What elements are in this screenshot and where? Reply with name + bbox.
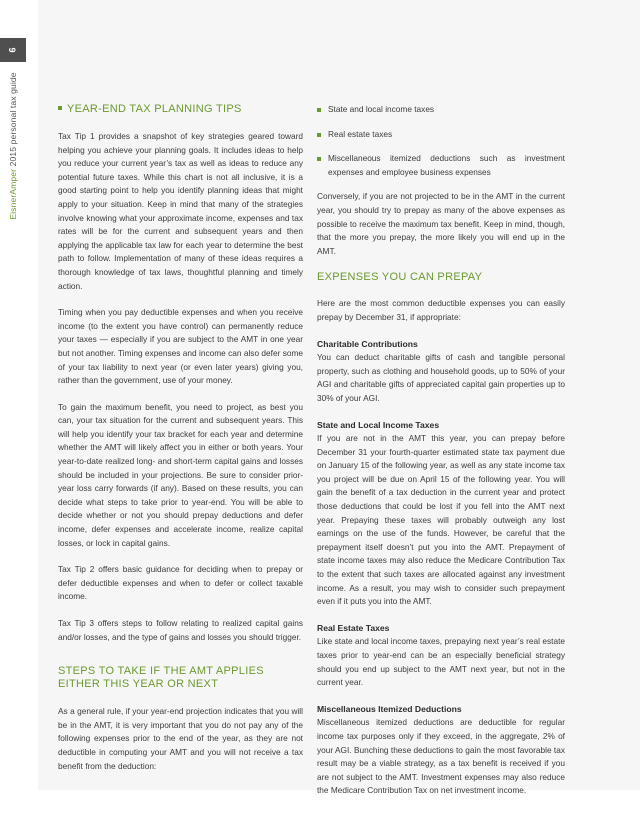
subheading-charitable: Charitable Contributions [317,338,418,349]
paragraph: Tax Tip 2 offers basic guidance for deciding when to prepay or defer deductible expenses and when to defer or collect taxable income. [58,564,303,602]
paragraph: Conversely, if you are not projected to be in the AMT in the current year, you should try to prepay as many of the above expenses as possible to receive the maximum tax benefit. Keep in mind, though, that the more you prepay, the more likely you will end up in the AMT. [317,191,565,256]
right-column [317,103,565,798]
paragraph: Tax Tip 3 offers steps to follow relating to realized capital gains and/or losses, and the type of gains and losses you should trigger. [58,618,303,642]
page-number-tab [0,38,26,62]
amt-expense-list [317,103,565,179]
section-heading-prepay: EXPENSES YOU CAN PREPAY [317,271,483,284]
guide-title: 2015 personal tax guide [8,72,18,169]
bullet-square-icon [58,106,62,110]
list-item: Miscellaneous itemized deductions such as investment expenses and employee business expenses [317,152,565,179]
list-item: State and local income taxes [317,103,565,117]
paragraph: To gain the maximum benefit, you need to project, as best you can, your tax situation for the current and subsequent years. This will help you identify your tax bracket for each year and determine whether the AMT will likely affect you in either or both years. Your year-to-date realized long- and short-term capital gains and losses should be included in your projections. Be sure to consider prior-year loss carry forwards (if any). Based on these results, you can decide what steps to take prior to year-end. You will be able to decide whether or not you should prepay deductions and defer income, defer expenses and accelerate income, realize capital losses, or lock in capital gains. [58,401,303,548]
page-number: 6 [7,47,18,53]
paragraph: Miscellaneous itemized deductions are deductible for regular income tax purposes only if they exceed, in the aggregate, 2% of your AGI. Bunching these deductions to gain the most favorable tax result may be a viable strategy, as a tax benefit is received if you are not subject to the AMT. Investment expenses may also reduce the Medicare Contribution Tax on net investment income. [317,717,565,796]
running-header [8,72,18,219]
paragraph: As a general rule, if your year-end projection indicates that you will be in the AMT, it is very important that you do not pay any of the following expenses prior to the end of the year, as they are not deductible in computing your AMT and you will not receive a tax benefit from the deduction: [58,706,303,771]
list-item: Real estate taxes [317,128,565,142]
paragraph: Here are the most common deductible expenses you can easily prepay by December 31, if appropriate: [317,298,565,322]
brand-name: EisnerAmper [8,168,18,220]
paragraph: If you are not in the AMT this year, you can prepay before December 31 your fourth-quarter estimated state tax payment due on January 15 of the following year, as well as any state income tax you project will be due on April 15 of the following year. You will gain the benefit of a tax deduction in the current year and protect those deductions that could be lost if you fell into the AMT next year. Prepaying these taxes will probably outweigh any lost earnings on the use of the funds. However, be careful that the prepayment itself doesn’t put you into the AMT. Prepayment of state income taxes may also reduce the Medicare Contribution Tax to the extent that such taxes are allocated against any investment income. As a result, you may wish to consider such prepayment even if it puts you into the AMT. [317,433,565,607]
subheading-real-estate: Real Estate Taxes [317,622,390,633]
paragraph: Timing when you pay deductible expenses and when you receive income (to the extent you have control) can permanently reduce your taxes — especially if you are subject to the AMT in one year but not another. Timing expenses and income can also defer some of your tax liability to next year (or even later years) giving you, rather than the government, use of your money. [58,307,303,386]
paragraph: Like state and local income taxes, prepaying next year’s real estate taxes prior to year-end can be an especially beneficial strategy should you end up subject to the AMT next year, but not in the current year. [317,636,565,688]
subheading-state-local-taxes: State and Local Income Taxes [317,419,440,430]
section-heading-amt-steps: STEPS TO TAKE IF THE AMT APPLIES EITHER THIS YEAR OR NEXT [58,665,264,691]
left-column [58,103,303,773]
subheading-misc-deductions: Miscellaneous Itemized Deductions [317,703,462,714]
paragraph: You can deduct charitable gifts of cash and tangible personal property, such as clothing and household goods, up to 50% of your AGI and charitable gifts of appreciated capital gain properties up to 30% of your AGI. [317,352,565,403]
section-heading-year-end: YEAR-END TAX PLANNING TIPS [58,103,303,116]
paragraph: Tax Tip 1 provides a snapshot of key strategies geared toward helping you achieve your planning goals. It includes ideas to help you reduce your current year’s tax as well as ideas to reduce any potential future taxes. While this chart is not all inclusive, it is a good starting point to help you identify planning ideas that might apply to your situation. Keep in mind that many of the strategies involve knowing what your approximate income, expenses and tax rates will be for the current and subsequent years and then applying the applicable tax law for each year to determine the best path to follow. Implementation of many of these ideas requires a thorough knowledge of tax laws, thoughtful planning and timely action. [58,131,303,291]
